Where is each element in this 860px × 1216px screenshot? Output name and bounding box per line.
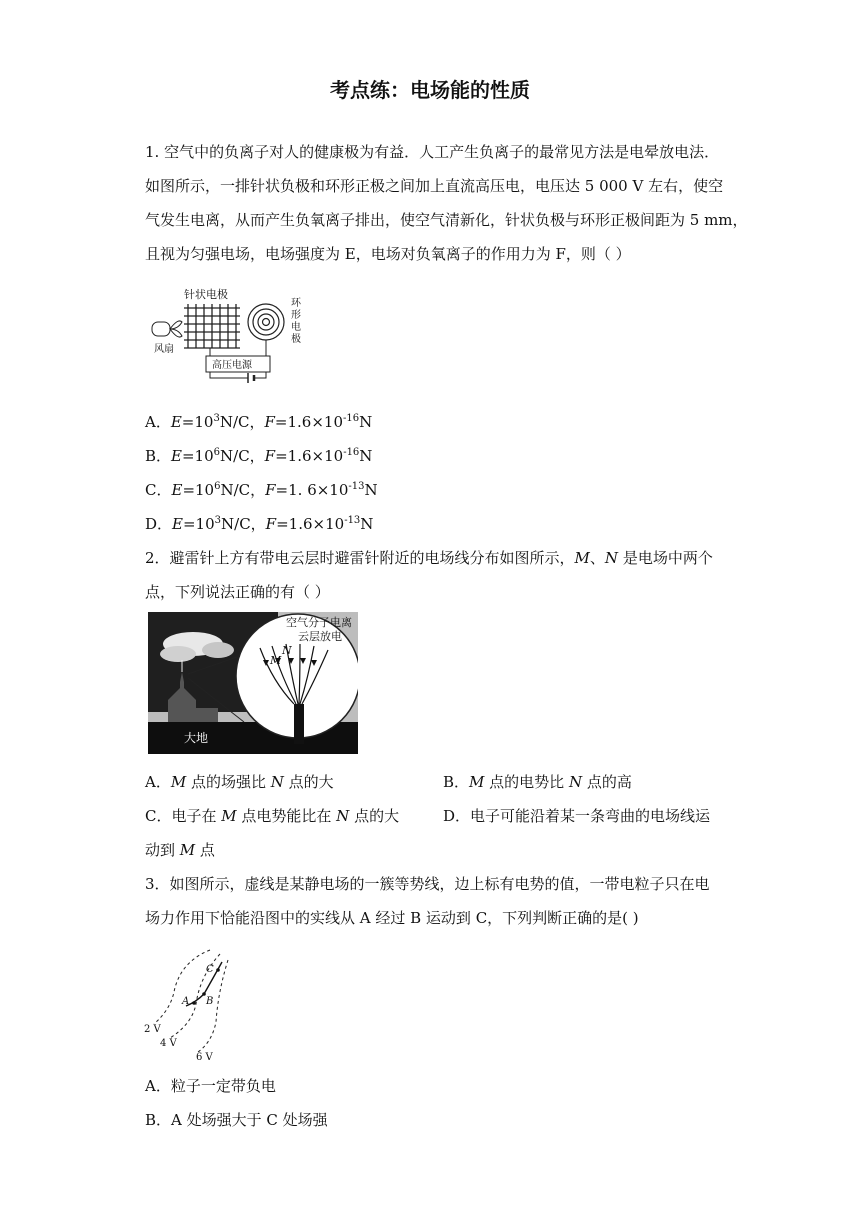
q1-option-d[interactable]: D．$E=10^3N/C$，$F=1.6\times 10^{-13}N$ xyxy=(145,515,374,533)
q2-option-c[interactable]: C．电子在 M 点电势能比在 N 点的大 xyxy=(145,807,400,825)
q2-line-1: 2．避雷针上方有带电云层时避雷针附近的电场线分布如图所示，M、N 是电场中两个 xyxy=(145,549,713,567)
ring-label-char-1: 环 xyxy=(291,298,301,309)
q2-option-b[interactable]: B．M 点的电势比 N 点的高 xyxy=(443,773,632,791)
potential-6v-label: 6 V xyxy=(196,1052,213,1063)
q1-line-4: 且视为匀强电场，电场强度为 E，电场对负氧离子的作用力为 F，则（ ） xyxy=(145,245,631,263)
q1-line-3: 气发生电离，从而产生负氧离子排出，使空气清新化，针状负极与环形正极间距为 5 mm， xyxy=(145,211,748,229)
lightning-rod xyxy=(294,704,304,744)
ionization-caption: 空气分子电离 xyxy=(286,616,352,629)
fan-body xyxy=(152,322,170,336)
ground-label: 大地 xyxy=(184,731,209,745)
ring-label-char-2: 形 xyxy=(291,310,301,321)
q1-option-c[interactable]: C．$E=10^6N/C$，F=1. $6\times 10^{-13}N$ xyxy=(145,481,378,499)
lightning-rod-figure xyxy=(148,612,358,754)
ring-label-char-3: 电 xyxy=(291,322,301,333)
potential-2v-label: 2 V xyxy=(144,1024,161,1035)
q1-line-2: 如图所示，一排针状负极和环形正极之间加上直流高压电，电压达 5 000 V 左右，使空 xyxy=(145,177,724,195)
cloud-3 xyxy=(202,642,234,658)
point-m-label: M xyxy=(270,654,282,667)
q1-line-1: 1. 空气中的负离子对人的健康极为有益．人工产生负离子的最常见方法是电晕放电法． xyxy=(145,143,720,161)
potential-4v-label: 4 V xyxy=(160,1038,177,1049)
q3-line-1: 3．如图所示，虚线是某静电场的一簇等势线，边上标有电势的值，一带电粒子只在电 xyxy=(145,875,710,893)
point-n-label: N xyxy=(282,644,292,657)
needle-electrode-label: 针状电极 xyxy=(184,288,228,301)
ring-electrode-spiral xyxy=(248,304,284,340)
power-label: 高压电源 xyxy=(212,360,252,371)
point-b-label: B xyxy=(206,996,214,1007)
particle-trajectory xyxy=(186,962,222,1006)
q2-option-d[interactable]: D．电子可能沿着某一条弯曲的电场线运 xyxy=(443,807,711,825)
equipotential-lines xyxy=(154,950,228,1052)
equipotential-figure xyxy=(140,942,240,1066)
ring-label-char-4: 极 xyxy=(291,334,301,345)
q2-line-2: 点，下列说法正确的有（ ） xyxy=(145,583,330,601)
point-a-dot xyxy=(192,1001,196,1005)
point-c-label: C xyxy=(206,964,214,975)
fan-label: 风扇 xyxy=(154,344,174,355)
fan-blades xyxy=(170,321,182,337)
q1-option-a[interactable]: A．$E=10^3N/C$，$F=1.6\times 10^{-16}N$ xyxy=(145,413,373,431)
q3-option-b[interactable]: B．A 处场强大于 C 处场强 xyxy=(145,1111,328,1129)
cloud-2 xyxy=(160,646,196,662)
discharge-caption: 云层放电 xyxy=(298,630,342,643)
q3-option-a[interactable]: A．粒子一定带负电 xyxy=(145,1077,276,1095)
q2-option-a[interactable]: A．M 点的场强比 N 点的大 xyxy=(145,773,334,791)
q1-option-b[interactable]: B．$E=10^6N/C$，$F=1.6\times 10^{-16}N$ xyxy=(145,447,373,465)
page-title: 考点练：电场能的性质 xyxy=(330,78,530,102)
q3-line-2: 场力作用下恰能沿图中的实线从 A 经过 B 运动到 C，下列判断正确的是( ) xyxy=(145,909,639,927)
point-a-label: A xyxy=(182,996,190,1007)
corona-discharge-figure xyxy=(148,282,318,392)
q2-option-d-continued: 动到 M 点 xyxy=(145,841,215,859)
needle-electrode-grid xyxy=(184,304,240,348)
point-c-dot xyxy=(216,968,220,972)
